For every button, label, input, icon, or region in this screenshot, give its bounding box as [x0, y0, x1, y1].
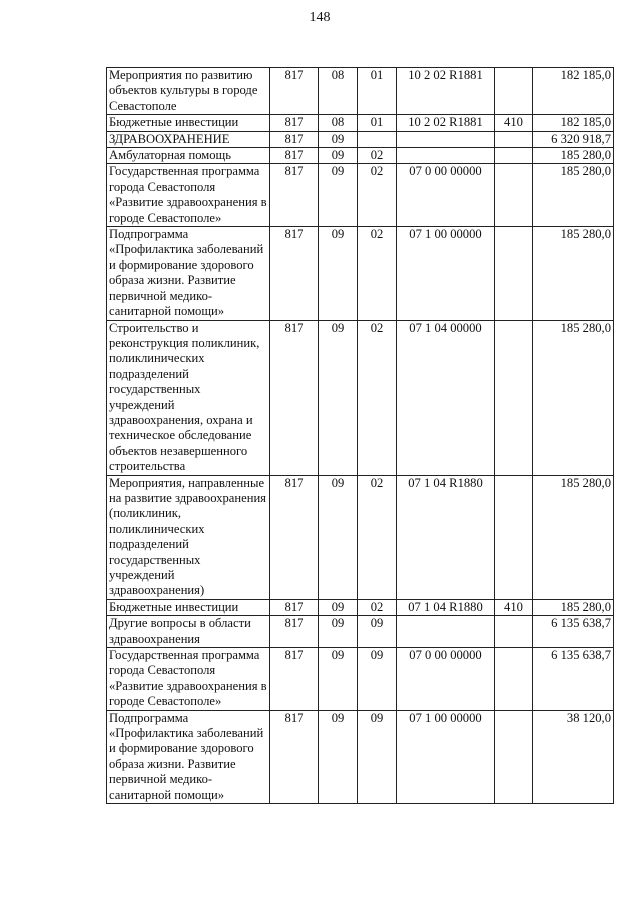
amount-cell: 185 280,0 — [533, 227, 614, 320]
amount-cell: 185 280,0 — [533, 475, 614, 599]
dept-code-cell: 817 — [270, 227, 319, 320]
expense-type-cell — [495, 68, 533, 115]
section-code-cell: 08 — [319, 68, 358, 115]
dept-code-cell: 817 — [270, 148, 319, 164]
subsection-code-cell: 02 — [358, 227, 397, 320]
page-number: 148 — [309, 10, 331, 25]
section-code-cell: 08 — [319, 115, 358, 131]
dept-code-cell: 817 — [270, 599, 319, 615]
expense-type-cell: 410 — [495, 599, 533, 615]
subsection-code-cell: 02 — [358, 148, 397, 164]
target-code-cell: 07 0 00 00000 — [397, 164, 495, 227]
subsection-code-cell: 02 — [358, 164, 397, 227]
item-name-cell: Другие вопросы в области здравоохранения — [107, 616, 270, 648]
target-code-cell: 10 2 02 R1881 — [397, 115, 495, 131]
amount-cell: 182 185,0 — [533, 68, 614, 115]
item-name-cell: Амбулаторная помощь — [107, 148, 270, 164]
expense-type-cell — [495, 320, 533, 475]
item-name-cell: Подпрограмма «Профилактика заболеваний и формирование здорового образа жизни. Развитие первичной медико-санитарной помощи» — [107, 710, 270, 803]
item-name-cell: Государственная программа города Севастополя «Развитие здравоохранения в городе Севастополе» — [107, 648, 270, 711]
subsection-code-cell: 09 — [358, 648, 397, 711]
dept-code-cell: 817 — [270, 320, 319, 475]
section-code-cell: 09 — [319, 164, 358, 227]
item-name-cell: Бюджетные инвестиции — [107, 115, 270, 131]
table-row — [107, 616, 614, 648]
table-row — [107, 131, 614, 147]
expense-type-cell — [495, 475, 533, 599]
item-name-cell: ЗДРАВООХРАНЕНИЕ — [107, 131, 270, 147]
target-code-cell: 07 1 04 R1880 — [397, 475, 495, 599]
target-code-cell: 07 1 04 00000 — [397, 320, 495, 475]
table-row — [107, 648, 614, 711]
subsection-code-cell: 01 — [358, 68, 397, 115]
budget-table — [106, 67, 614, 804]
amount-cell: 185 280,0 — [533, 320, 614, 475]
subsection-code-cell: 02 — [358, 475, 397, 599]
dept-code-cell: 817 — [270, 475, 319, 599]
target-code-cell: 07 1 04 R1880 — [397, 599, 495, 615]
subsection-code-cell: 01 — [358, 115, 397, 131]
subsection-code-cell: 02 — [358, 320, 397, 475]
target-code-cell — [397, 148, 495, 164]
item-name-cell: Мероприятия по развитию объектов культуры в городе Севастополе — [107, 68, 270, 115]
section-code-cell: 09 — [319, 148, 358, 164]
item-name-cell: Бюджетные инвестиции — [107, 599, 270, 615]
section-code-cell: 09 — [319, 131, 358, 147]
expense-type-cell — [495, 164, 533, 227]
table-row — [107, 710, 614, 803]
amount-cell: 6 135 638,7 — [533, 616, 614, 648]
section-code-cell: 09 — [319, 320, 358, 475]
item-name-cell: Мероприятия, направленные на развитие здравоохранения (поликлиник, поликлинических подразделений государственных учреждений здравоохранения) — [107, 475, 270, 599]
target-code-cell: 07 1 00 00000 — [397, 227, 495, 320]
target-code-cell: 07 0 00 00000 — [397, 648, 495, 711]
amount-cell: 38 120,0 — [533, 710, 614, 803]
table-row — [107, 227, 614, 320]
section-code-cell: 09 — [319, 648, 358, 711]
dept-code-cell: 817 — [270, 648, 319, 711]
table-row — [107, 148, 614, 164]
table-row — [107, 115, 614, 131]
section-code-cell: 09 — [319, 227, 358, 320]
amount-cell: 6 320 918,7 — [533, 131, 614, 147]
table-row — [107, 68, 614, 115]
section-code-cell: 09 — [319, 599, 358, 615]
amount-cell: 185 280,0 — [533, 599, 614, 615]
subsection-code-cell: 02 — [358, 599, 397, 615]
item-name-cell: Государственная программа города Севастополя «Развитие здравоохранения в городе Севастополе» — [107, 164, 270, 227]
dept-code-cell: 817 — [270, 710, 319, 803]
amount-cell: 6 135 638,7 — [533, 648, 614, 711]
item-name-cell: Строительство и реконструкция поликлиник, поликлинических подразделений государственных учреждений здравоохранения, охрана и техническое обследование объектов незавершенного строительства — [107, 320, 270, 475]
table-row — [107, 320, 614, 475]
target-code-cell — [397, 616, 495, 648]
budget-table-body — [107, 68, 614, 804]
target-code-cell: 07 1 00 00000 — [397, 710, 495, 803]
section-code-cell: 09 — [319, 710, 358, 803]
expense-type-cell — [495, 616, 533, 648]
section-code-cell: 09 — [319, 475, 358, 599]
expense-type-cell — [495, 131, 533, 147]
dept-code-cell: 817 — [270, 164, 319, 227]
expense-type-cell — [495, 710, 533, 803]
table-row — [107, 475, 614, 599]
table-row — [107, 164, 614, 227]
table-row — [107, 599, 614, 615]
subsection-code-cell — [358, 131, 397, 147]
amount-cell: 182 185,0 — [533, 115, 614, 131]
target-code-cell — [397, 131, 495, 147]
expense-type-cell: 410 — [495, 115, 533, 131]
dept-code-cell: 817 — [270, 131, 319, 147]
subsection-code-cell: 09 — [358, 616, 397, 648]
expense-type-cell — [495, 148, 533, 164]
amount-cell: 185 280,0 — [533, 148, 614, 164]
subsection-code-cell: 09 — [358, 710, 397, 803]
dept-code-cell: 817 — [270, 616, 319, 648]
expense-type-cell — [495, 648, 533, 711]
expense-type-cell — [495, 227, 533, 320]
dept-code-cell: 817 — [270, 115, 319, 131]
amount-cell: 185 280,0 — [533, 164, 614, 227]
dept-code-cell: 817 — [270, 68, 319, 115]
item-name-cell: Подпрограмма «Профилактика заболеваний и формирование здорового образа жизни. Развитие первичной медико-санитарной помощи» — [107, 227, 270, 320]
section-code-cell: 09 — [319, 616, 358, 648]
target-code-cell: 10 2 02 R1881 — [397, 68, 495, 115]
